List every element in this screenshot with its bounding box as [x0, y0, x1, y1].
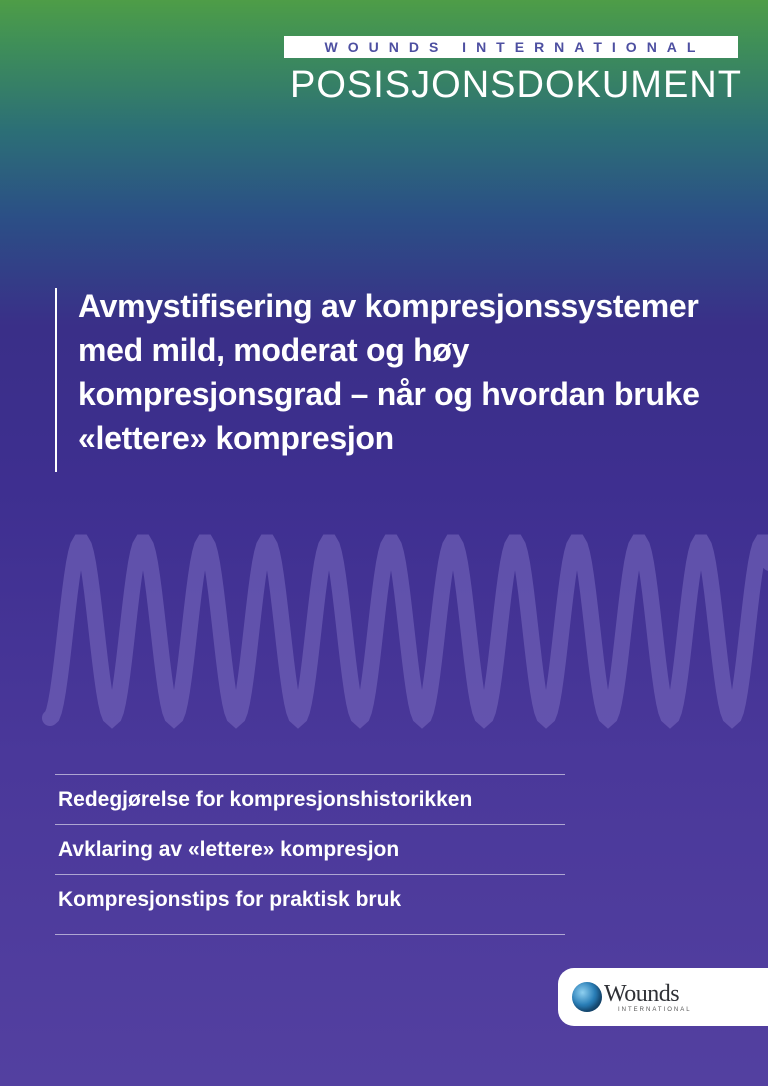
globe-icon [572, 982, 602, 1012]
wave-graphic [0, 520, 768, 740]
bullet-item: Redegjørelse for kompresjonshistorikken [58, 787, 473, 811]
brand-name: WOUNDS INTERNATIONAL [324, 39, 706, 55]
bullet-list [55, 774, 565, 935]
brand-bar [284, 36, 738, 58]
title-line: kompresjonsgrad – når og hvordan bruke [78, 376, 700, 412]
title-line: «lettere» kompresjon [78, 420, 394, 456]
bullet-item: Kompresjonstips for praktisk bruk [58, 887, 402, 911]
document-title [78, 284, 758, 460]
title-line: med mild, moderat og høy [78, 332, 470, 368]
logo-words [604, 982, 692, 1013]
logo-subtitle: INTERNATIONAL [618, 1006, 692, 1013]
document-type: POSISJONSDOKUMENT [290, 64, 742, 106]
bullet-divider [55, 934, 565, 935]
wounds-logo [558, 968, 768, 1026]
logo-name: Wounds [604, 980, 680, 1007]
title-rule [55, 288, 57, 472]
bullet-item: Avklaring av «lettere» kompresjon [58, 837, 400, 861]
title-line: Avmystifisering av kompresjonssystemer [78, 288, 699, 324]
wave-line [50, 543, 768, 719]
